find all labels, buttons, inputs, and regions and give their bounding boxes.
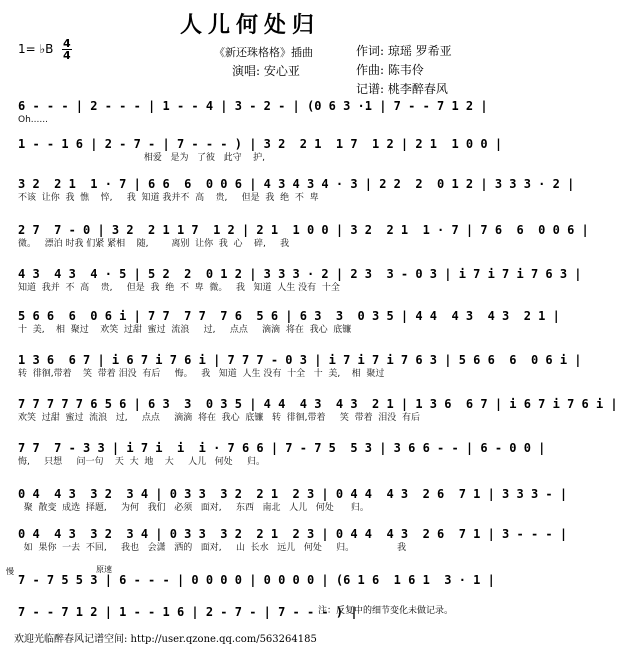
score-line-8: [18, 396, 618, 425]
key-signature: 1= ♭B: [18, 42, 54, 56]
fine-mark: 慢: [6, 567, 14, 576]
lyric-text: Oh......: [18, 115, 48, 125]
tempo-mark: 原速: [96, 565, 112, 574]
lyric-text: 悔, 只想 问一句 天 大 地 大 人儿 何处 归。: [18, 457, 265, 467]
meter-bottom: 4: [63, 49, 71, 62]
score-line-10: [18, 486, 568, 515]
notation: 6 - - - | 2 - - - | 1 - - 4 | 3 - 2 - | (0 6 3 ·1 | 7 - - 7 1 2 |: [18, 99, 488, 113]
lyric-text: 十 美, 相 聚过 欢笑 过甜 蜜过 流浪 过, 点点 滴滴 将在 我心 底镰: [18, 325, 352, 335]
lyric-text: 转 徘徊,带着 笑 带着 泪没 有后 悔。 我 知道 人生 没有 十全 十 美, 相 聚过: [18, 369, 385, 379]
notation: 7 - - 7 1 2 | 1 - - 1 6 | 2 - 7 - | 7 - - - ) |: [18, 605, 358, 619]
notation: 1 3 6 6 7 | i 6 7 i 7 6 i | 7 7 7 - 0 3 | i 7 i 7 i 7 6 3 | 5 6 6 6 0 6 i |: [18, 353, 582, 367]
transcriber-credit: 记谱: 桃李醉春风: [356, 82, 448, 96]
lyric-text: 欢笑 过甜 蜜过 流浪 过, 点点 滴滴 将在 我心 底镰 转 徘徊,带着 笑 带着 泪没 有后: [18, 413, 421, 423]
score-line-9: [18, 440, 546, 469]
notation: 1 - - 1 6 | 2 - 7 - | 7 - - - ) | 3 2 2 1 1 7 1 2 | 2 1 1 0 0 |: [18, 137, 503, 151]
score-line-2: [18, 136, 503, 165]
score-line-6: [18, 308, 560, 337]
notation: 7 - 7 5 5 3 | 6 - - - | 0 0 0 0 | 0 0 0 0 | (6 1 6 1 6 1 3 · 1 |: [18, 573, 495, 587]
notation: 2 7 7 - 0 | 3 2 2 1 1 7 1 2 | 2 1 1 0 0 | 3 2 2 1 1 · 7 | 7 6 6 0 0 6 |: [18, 223, 589, 237]
lyric-text: 不该 让你 我 憔 悴, 我 知道 我并不 高 贵, 但是 我 绝 不 卑: [18, 193, 319, 203]
score-line-12: [18, 572, 495, 588]
score-line-7: [18, 352, 582, 381]
footer-credit: 欢迎光临醉春风记谱空间: http://user.qzone.qq.com/563264185: [14, 634, 317, 645]
time-signature: [62, 38, 72, 61]
lyric-text: 相爱 是为 了彼 此守 护,: [18, 153, 265, 163]
song-source: 《新还珠格格》插曲: [214, 46, 313, 59]
meter-top: 4: [63, 37, 71, 50]
notation: 3 2 2 1 1 · 7 | 6 6 6 0 0 6 | 4 3 4 3 4 · 3 | 2 2 2 0 1 2 | 3 3 3 · 2 |: [18, 177, 575, 191]
score-line-5: [18, 266, 582, 295]
notation: 0 4 4 3 3 2 3 4 | 0 3 3 3 2 2 1 2 3 | 0 4 4 4 3 2 6 7 1 | 3 3 3 - |: [18, 487, 568, 501]
score-line-13: [18, 604, 358, 620]
score-line-4: [18, 222, 589, 251]
notation: 5 6 6 6 0 6 i | 7 7 7 7 7 6 5 6 | 6 3 3 0 3 5 | 4 4 4 3 4 3 2 1 |: [18, 309, 560, 323]
notation: 7 7 7 - 3 3 | i 7 i i i · 7 6 6 | 7 - 7 5 5 3 | 3 6 6 - - | 6 - 0 0 |: [18, 441, 546, 455]
lyric-text: 微。 漂泊 时我 们紧 紧相 随, 离别 让你 我 心 碎, 我: [18, 239, 290, 249]
lyric-text: 聚 散变 成选 择题, 为何 我们 必须 面对, 东西 南北 人儿 何处 归。: [18, 503, 369, 513]
notation: 0 4 4 3 3 2 3 4 | 0 3 3 3 2 2 1 2 3 | 0 4 4 4 3 2 6 7 1 | 3 - - - |: [18, 527, 568, 541]
score-line-3: [18, 176, 575, 205]
song-title: 人儿何处归: [179, 12, 320, 38]
lyric-text: 如 果你 一去 不回, 我也 会潇 洒的 面对, 山 长水 远儿 何处 归。 我: [18, 543, 407, 553]
lyric-text: 知道 我并 不 高 贵, 但是 我 绝 不 卑 微。 我 知道 人生 没有 十全: [18, 283, 340, 293]
singer-credit: 演唱: 安心亚: [232, 64, 300, 78]
composer-credit: 作曲: 陈韦伶: [356, 63, 424, 77]
notation: 7 7 7 7 7 6 5 6 | 6 3 3 0 3 5 | 4 4 4 3 4 3 2 1 | 1 3 6 6 7 | i 6 7 i 7 6 i |: [18, 397, 618, 411]
transcription-note: 注：反复中的细节变化未做记录。: [318, 606, 454, 616]
score-line-1: [18, 98, 488, 127]
score-line-11: [18, 526, 568, 555]
lyricist-credit: 作词: 琼瑶 罗希亚: [356, 44, 452, 58]
notation: 4 3 4 3 4 · 5 | 5 2 2 0 1 2 | 3 3 3 · 2 | 2 3 3 - 0 3 | i 7 i 7 i 7 6 3 |: [18, 267, 582, 281]
